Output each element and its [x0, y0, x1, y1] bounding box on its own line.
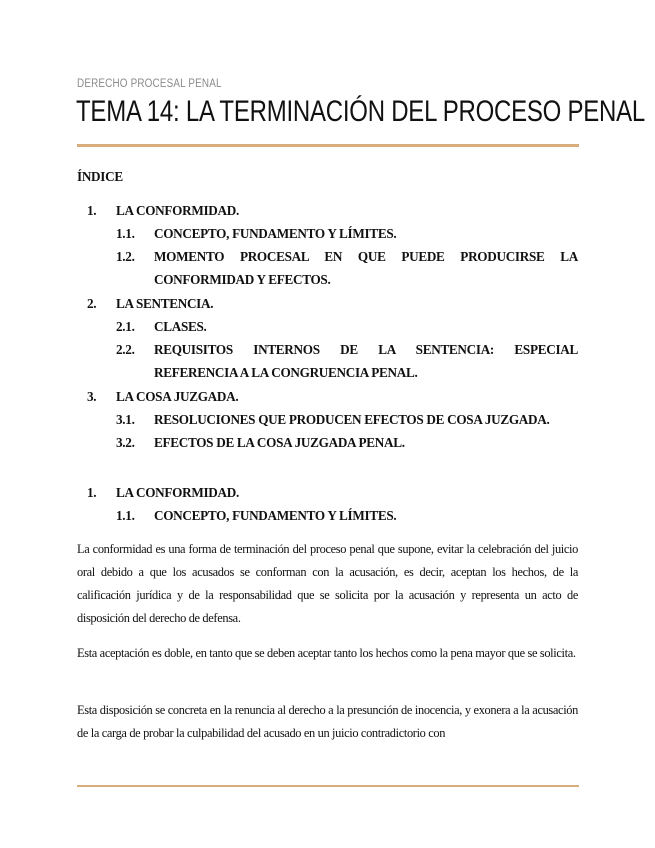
body-paragraph: Esta aceptación es doble, en tanto que se deben aceptar tanto los hechos como la pena mayor que se solicita. [77, 646, 576, 660]
index-section-label: LA CONFORMIDAD. [116, 203, 239, 218]
index-item-number: 2.2. [116, 342, 135, 357]
section-number: 1. [87, 485, 97, 500]
body-paragraph: La conformidad es una forma de terminación del proceso penal que supone, evitar la celebración del juicio oral debido a que los acusados se conforman con la acusación, es decir, aceptan los hechos, de la calificación jurídica y de la responsabilidad que se solicita por la acusación y representa un acto de disposición del derecho de defensa. [77, 542, 578, 625]
index-item-number: 1.2. [116, 249, 135, 264]
page-title: TEMA 14: LA TERMINACIÓN DEL PROCESO PENAL [76, 95, 645, 128]
subsection-heading: CONCEPTO, FUNDAMENTO Y LÍMITES. [154, 508, 397, 523]
subsection-number: 1.1. [116, 508, 135, 523]
index-item-label-continued: CONFORMIDAD Y EFECTOS. [154, 272, 331, 287]
index-item-label: EFECTOS DE LA COSA JUZGADA PENAL. [154, 435, 405, 450]
index-item-label: REQUISITOS INTERNOS DE LA SENTENCIA: ESPECIAL [154, 342, 578, 357]
header-divider [77, 144, 579, 147]
index-section-label: LA COSA JUZGADA. [116, 389, 239, 404]
document-subject: DERECHO PROCESAL PENAL [77, 78, 222, 90]
section-heading: LA CONFORMIDAD. [116, 485, 239, 500]
index-item-label: MOMENTO PROCESAL EN QUE PUEDE PRODUCIRSE LA [154, 249, 578, 264]
index-item-number: 1.1. [116, 226, 135, 241]
index-section-number: 1. [87, 203, 97, 218]
index-item-label: CLASES. [154, 319, 207, 334]
index-item-number: 3.2. [116, 435, 135, 450]
index-item-label: CONCEPTO, FUNDAMENTO Y LÍMITES. [154, 226, 397, 241]
index-section-number: 3. [87, 389, 97, 404]
index-item-number: 3.1. [116, 412, 135, 427]
footer-divider [77, 785, 579, 787]
index-section-number: 2. [87, 296, 97, 311]
body-paragraph: Esta disposición se concreta en la renuncia al derecho a la presunción de inocencia, y exonera a la acusación de la carga de probar la culpabilidad del acusado en un juicio contradictorio con [77, 703, 578, 740]
index-item-label: RESOLUCIONES QUE PRODUCEN EFECTOS DE COSA JUZGADA. [154, 412, 550, 427]
index-section-label: LA SENTENCIA. [116, 296, 214, 311]
index-item-label-continued: REFERENCIA A LA CONGRUENCIA PENAL. [154, 365, 418, 380]
index-item-number: 2.1. [116, 319, 135, 334]
index-heading: ÍNDICE [77, 169, 123, 184]
